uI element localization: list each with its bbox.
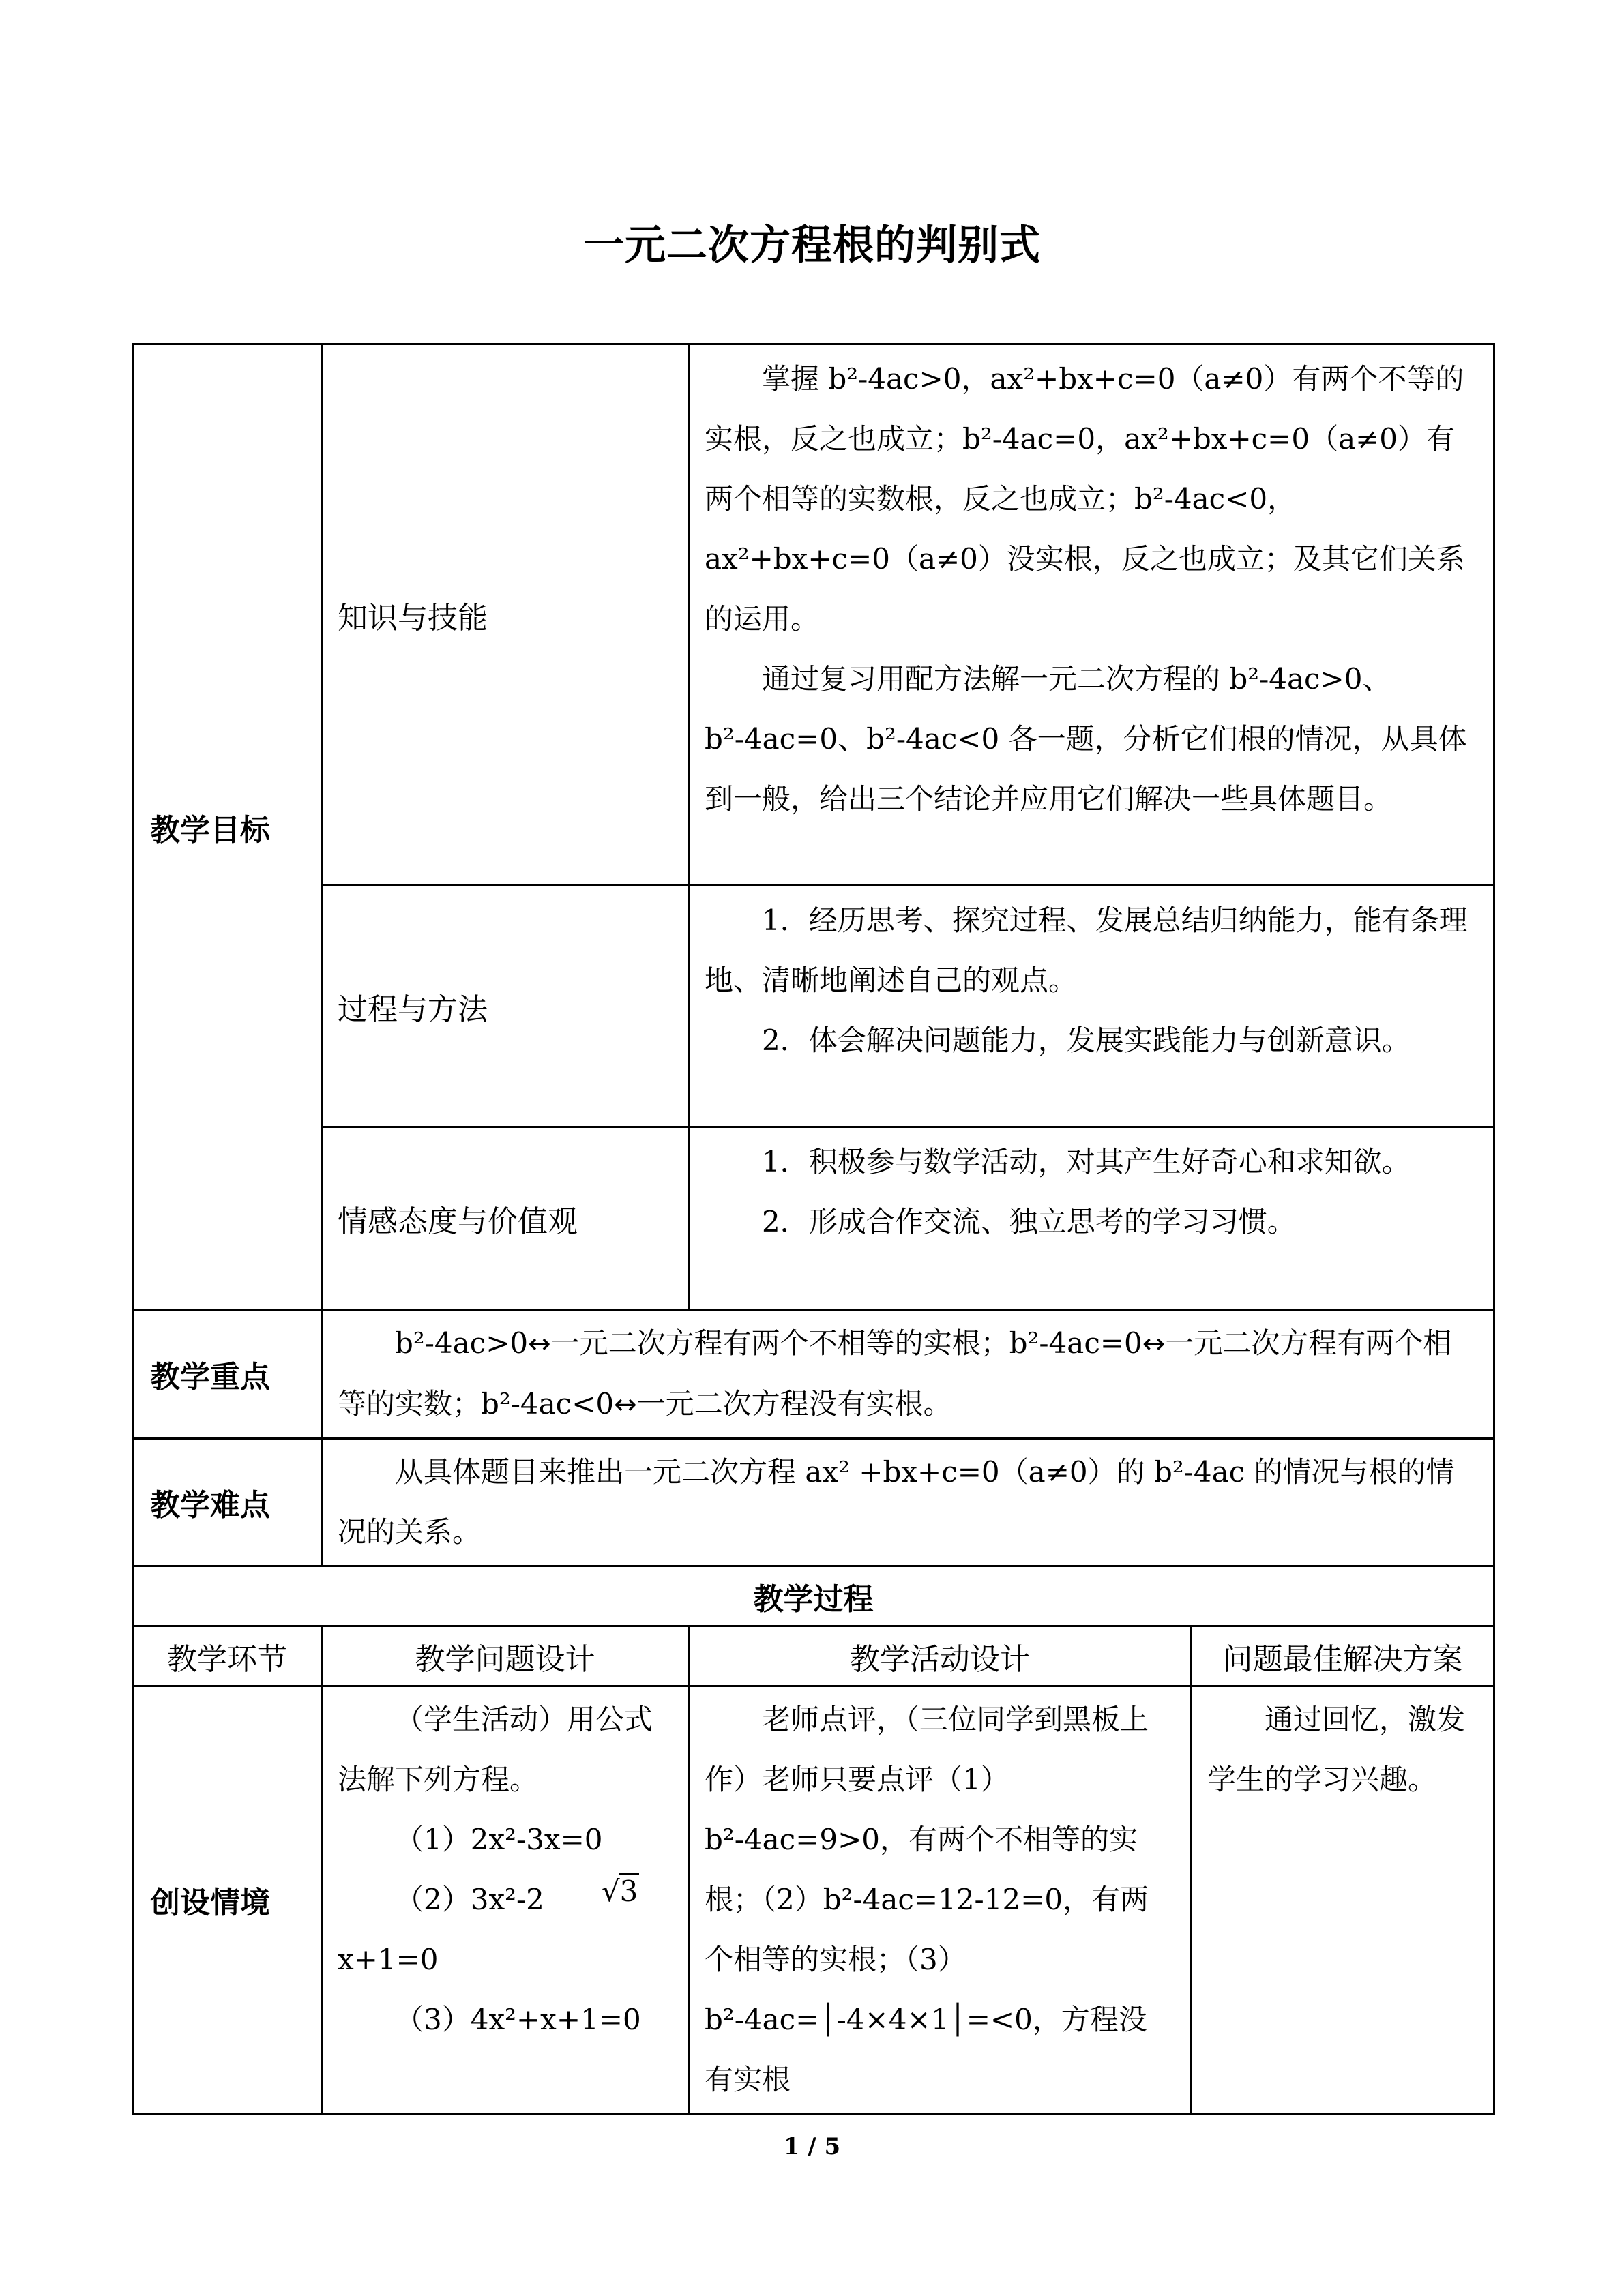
key-points-content	[322, 1310, 1494, 1439]
question-3: （3）4x²+x+1=0	[395, 2003, 641, 2036]
iff-arrow-icon: ↔	[614, 1389, 637, 1420]
question-1: （1）2x²-3x=0	[395, 1823, 603, 1856]
activity-design-cell	[689, 1686, 1192, 2114]
process-paragraph-1: 1．经历思考、探究过程、发展总结归纳能力，能有条理地、清晰地阐述自己的观点。	[705, 904, 1468, 997]
question-2-part-a: （2）3x²-2	[395, 1883, 544, 1916]
key-points-label: 教学重点	[133, 1310, 322, 1439]
process-column-header-row	[133, 1626, 1494, 1686]
difficulties-row	[133, 1439, 1494, 1566]
emotion-content	[689, 1127, 1494, 1310]
column-header-activity: 教学活动设计	[689, 1626, 1192, 1686]
sqrt-symbol: √3	[601, 1875, 638, 1908]
question-intro: （学生活动）用公式法解下列方程。	[338, 1703, 653, 1796]
key-points-text	[338, 1313, 1478, 1435]
knowledge-paragraph-2: 通过复习用配方法解一元二次方程的 b²-4ac>0、b²-4ac=0、b²-4ac<0 各一题，分析它们根的情况，从具体到一般，给出三个结论并应用它们解决一些具体题目。	[705, 662, 1467, 816]
page-title: 一元二次方程根的判别式	[583, 222, 1041, 269]
page-number: 1 / 5	[783, 2133, 841, 2160]
process-row-scenario	[133, 1686, 1494, 2114]
difficulties-text: 从具体题目来推出一元二次方程 ax² +bx+c=0（a≠0）的 b²-4ac 的情况与根的情况的关系。	[338, 1455, 1455, 1549]
goals-label: 教学目标	[133, 344, 322, 1310]
iff-arrow-icon: ↔	[528, 1328, 551, 1360]
key-point-seg-4: 一元二次方程没有实根。	[636, 1387, 952, 1420]
sqrt-radicand: 3	[619, 1875, 638, 1908]
process-label: 过程与方法	[322, 886, 689, 1127]
difficulties-label: 教学难点	[133, 1439, 322, 1566]
knowledge-label: 知识与技能	[322, 344, 689, 886]
solution-text: 通过回忆，激发学生的学习兴趣。	[1207, 1703, 1466, 1796]
key-point-seg-3: 一元二次方程有两个相等的实数；b²-4ac<0	[338, 1326, 1452, 1420]
process-heading: 教学过程	[133, 1566, 1494, 1626]
key-points-row	[133, 1310, 1494, 1439]
key-point-seg-1: b²-4ac>0	[395, 1326, 529, 1360]
process-heading-row	[133, 1566, 1494, 1626]
lesson-plan-table	[132, 343, 1495, 2115]
key-point-seg-2: 一元二次方程有两个不相等的实根；b²-4ac=0	[550, 1326, 1142, 1360]
difficulties-content	[322, 1439, 1494, 1566]
goals-process-row	[133, 886, 1494, 1127]
question-2	[338, 1870, 673, 1930]
question-design-cell	[322, 1686, 689, 2114]
process-content	[689, 886, 1494, 1127]
goals-knowledge-row	[133, 344, 1494, 886]
emotion-paragraph-2: 2．形成合作交流、独立思考的学习习惯。	[762, 1205, 1296, 1238]
column-header-question: 教学问题设计	[322, 1626, 689, 1686]
process-paragraph-2: 2．体会解决问题能力，发展实践能力与创新意识。	[762, 1024, 1411, 1057]
column-header-solution: 问题最佳解决方案	[1192, 1626, 1494, 1686]
question-2-part-b: x+1=0	[338, 1943, 439, 1976]
stage-label: 创设情境	[133, 1686, 322, 2114]
knowledge-content	[689, 344, 1494, 886]
solution-cell	[1192, 1686, 1494, 2114]
column-header-stage: 教学环节	[133, 1626, 322, 1686]
knowledge-paragraph-1: 掌握 b²-4ac>0，ax²+bx+c=0（a≠0）有两个不等的实根，反之也成立；b²-4ac=0，ax²+bx+c=0（a≠0）有两个相等的实数根，反之也成立；b²-4ac<0，ax²+bx+c=0（a≠0）没实根，反之也成立；及其它们关系的运用。	[705, 362, 1465, 636]
iff-arrow-icon: ↔	[1142, 1328, 1166, 1360]
emotion-paragraph-1: 1．积极参与数学活动，对其产生好奇心和求知欲。	[762, 1145, 1411, 1178]
activity-text: 老师点评，（三位同学到黑板上作）老师只要点评（1）b²-4ac=9>0，有两个不相等的实根；（2）b²-4ac=12-12=0，有两个相等的实根；（3）b²-4ac=│-4×4×1│=<0，方程没有实根	[705, 1703, 1149, 2096]
goals-emotion-row	[133, 1127, 1494, 1310]
emotion-label: 情感态度与价值观	[322, 1127, 689, 1310]
